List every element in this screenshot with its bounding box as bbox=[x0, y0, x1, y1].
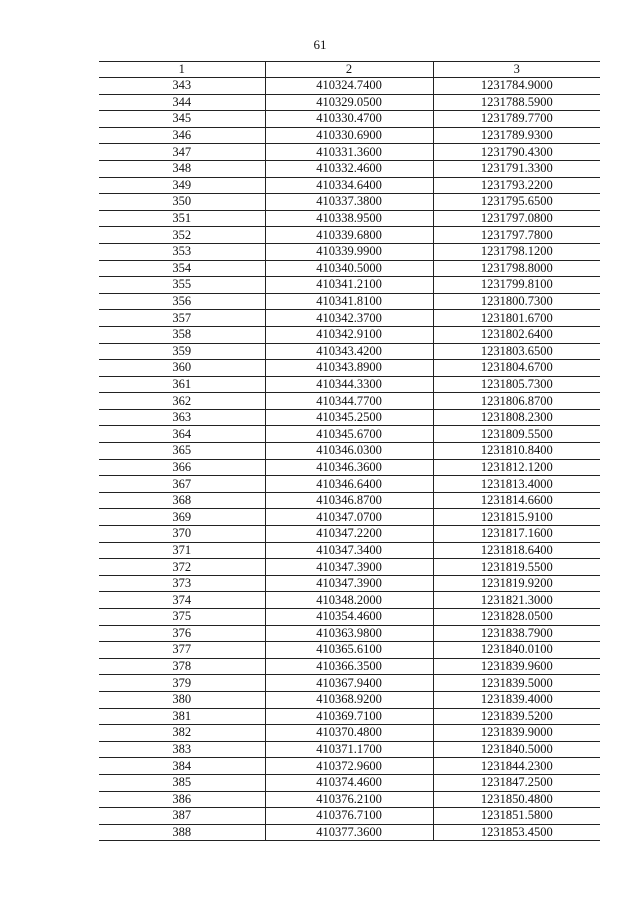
table-row bbox=[99, 592, 600, 609]
x-coordinate-cell: 410342.3700 bbox=[265, 310, 433, 327]
point-number-cell: 373 bbox=[99, 575, 265, 592]
point-number-cell: 355 bbox=[99, 277, 265, 294]
x-coordinate-cell: 410377.3600 bbox=[265, 824, 433, 841]
point-number-cell: 350 bbox=[99, 194, 265, 211]
table-row bbox=[99, 708, 600, 725]
y-coordinate-cell: 1231840.5000 bbox=[433, 741, 600, 758]
point-number-cell: 359 bbox=[99, 343, 265, 360]
y-coordinate-cell: 1231789.7700 bbox=[433, 111, 600, 128]
point-number-cell: 385 bbox=[99, 774, 265, 791]
table-row bbox=[99, 443, 600, 460]
y-coordinate-cell: 1231814.6600 bbox=[433, 492, 600, 509]
y-coordinate-cell: 1231803.6500 bbox=[433, 343, 600, 360]
point-number-cell: 371 bbox=[99, 542, 265, 559]
point-number-cell: 357 bbox=[99, 310, 265, 327]
y-coordinate-cell: 1231799.8100 bbox=[433, 277, 600, 294]
x-coordinate-cell: 410339.9900 bbox=[265, 243, 433, 260]
point-number-cell: 384 bbox=[99, 758, 265, 775]
x-coordinate-cell: 410344.7700 bbox=[265, 393, 433, 410]
x-coordinate-cell: 410347.3400 bbox=[265, 542, 433, 559]
y-coordinate-cell: 1231812.1200 bbox=[433, 459, 600, 476]
point-number-cell: 379 bbox=[99, 675, 265, 692]
table-row bbox=[99, 459, 600, 476]
y-coordinate-cell: 1231798.8000 bbox=[433, 260, 600, 277]
table-row bbox=[99, 393, 600, 410]
x-coordinate-cell: 410338.9500 bbox=[265, 210, 433, 227]
table-body bbox=[99, 78, 600, 841]
y-coordinate-cell: 1231850.4800 bbox=[433, 791, 600, 808]
point-number-cell: 374 bbox=[99, 592, 265, 609]
point-number-cell: 347 bbox=[99, 144, 265, 161]
x-coordinate-cell: 410337.3800 bbox=[265, 194, 433, 211]
table-row bbox=[99, 824, 600, 841]
point-number-cell: 387 bbox=[99, 808, 265, 825]
x-coordinate-cell: 410347.3900 bbox=[265, 559, 433, 576]
point-number-cell: 358 bbox=[99, 326, 265, 343]
y-coordinate-cell: 1231839.9000 bbox=[433, 725, 600, 742]
point-number-cell: 360 bbox=[99, 360, 265, 377]
y-coordinate-cell: 1231853.4500 bbox=[433, 824, 600, 841]
table-row bbox=[99, 559, 600, 576]
point-number-cell: 346 bbox=[99, 127, 265, 144]
table-row bbox=[99, 609, 600, 626]
y-coordinate-cell: 1231817.1600 bbox=[433, 526, 600, 543]
y-coordinate-cell: 1231791.3300 bbox=[433, 160, 600, 177]
table-row bbox=[99, 774, 600, 791]
y-coordinate-cell: 1231838.7900 bbox=[433, 625, 600, 642]
y-coordinate-cell: 1231804.6700 bbox=[433, 360, 600, 377]
x-coordinate-cell: 410371.1700 bbox=[265, 741, 433, 758]
point-number-cell: 382 bbox=[99, 725, 265, 742]
x-coordinate-cell: 410376.2100 bbox=[265, 791, 433, 808]
table-row bbox=[99, 94, 600, 111]
table-row bbox=[99, 542, 600, 559]
x-coordinate-cell: 410334.6400 bbox=[265, 177, 433, 194]
table-row bbox=[99, 741, 600, 758]
point-number-cell: 369 bbox=[99, 509, 265, 526]
y-coordinate-cell: 1231790.4300 bbox=[433, 144, 600, 161]
column-header-2: 2 bbox=[265, 62, 433, 78]
x-coordinate-cell: 410347.3900 bbox=[265, 575, 433, 592]
table-row bbox=[99, 360, 600, 377]
table-row bbox=[99, 277, 600, 294]
table-row bbox=[99, 725, 600, 742]
x-coordinate-cell: 410343.4200 bbox=[265, 343, 433, 360]
table-row bbox=[99, 194, 600, 211]
y-coordinate-cell: 1231798.1200 bbox=[433, 243, 600, 260]
point-number-cell: 378 bbox=[99, 658, 265, 675]
table-row bbox=[99, 260, 600, 277]
point-number-cell: 388 bbox=[99, 824, 265, 841]
x-coordinate-cell: 410345.2500 bbox=[265, 409, 433, 426]
y-coordinate-cell: 1231828.0500 bbox=[433, 609, 600, 626]
x-coordinate-cell: 410324.7400 bbox=[265, 78, 433, 95]
point-number-cell: 343 bbox=[99, 78, 265, 95]
x-coordinate-cell: 410369.7100 bbox=[265, 708, 433, 725]
point-number-cell: 348 bbox=[99, 160, 265, 177]
table-row bbox=[99, 492, 600, 509]
y-coordinate-cell: 1231819.9200 bbox=[433, 575, 600, 592]
point-number-cell: 376 bbox=[99, 625, 265, 642]
table-row bbox=[99, 293, 600, 310]
y-coordinate-cell: 1231844.2300 bbox=[433, 758, 600, 775]
x-coordinate-cell: 410346.0300 bbox=[265, 443, 433, 460]
x-coordinate-cell: 410329.0500 bbox=[265, 94, 433, 111]
point-number-cell: 351 bbox=[99, 210, 265, 227]
y-coordinate-cell: 1231821.3000 bbox=[433, 592, 600, 609]
x-coordinate-cell: 410347.2200 bbox=[265, 526, 433, 543]
y-coordinate-cell: 1231797.7800 bbox=[433, 227, 600, 244]
x-coordinate-cell: 410342.9100 bbox=[265, 326, 433, 343]
page-number: 61 bbox=[313, 37, 327, 52]
point-number-cell: 366 bbox=[99, 459, 265, 476]
y-coordinate-cell: 1231789.9300 bbox=[433, 127, 600, 144]
table-row bbox=[99, 625, 600, 642]
y-coordinate-cell: 1231839.9600 bbox=[433, 658, 600, 675]
x-coordinate-cell: 410332.4600 bbox=[265, 160, 433, 177]
table-row bbox=[99, 642, 600, 659]
table-row bbox=[99, 476, 600, 493]
point-number-cell: 380 bbox=[99, 691, 265, 708]
table-row bbox=[99, 210, 600, 227]
y-coordinate-cell: 1231805.7300 bbox=[433, 376, 600, 393]
x-coordinate-cell: 410340.5000 bbox=[265, 260, 433, 277]
x-coordinate-cell: 410341.2100 bbox=[265, 277, 433, 294]
x-coordinate-cell: 410348.2000 bbox=[265, 592, 433, 609]
column-header-1: 1 bbox=[99, 62, 265, 78]
y-coordinate-cell: 1231784.9000 bbox=[433, 78, 600, 95]
table-row bbox=[99, 675, 600, 692]
table-row bbox=[99, 310, 600, 327]
table-row bbox=[99, 808, 600, 825]
point-number-cell: 365 bbox=[99, 443, 265, 460]
y-coordinate-cell: 1231809.5500 bbox=[433, 426, 600, 443]
point-number-cell: 354 bbox=[99, 260, 265, 277]
y-coordinate-cell: 1231813.4000 bbox=[433, 476, 600, 493]
y-coordinate-cell: 1231797.0800 bbox=[433, 210, 600, 227]
x-coordinate-cell: 410367.9400 bbox=[265, 675, 433, 692]
table-row bbox=[99, 78, 600, 95]
y-coordinate-cell: 1231788.5900 bbox=[433, 94, 600, 111]
y-coordinate-cell: 1231801.6700 bbox=[433, 310, 600, 327]
table-row bbox=[99, 326, 600, 343]
x-coordinate-cell: 410376.7100 bbox=[265, 808, 433, 825]
y-coordinate-cell: 1231851.5800 bbox=[433, 808, 600, 825]
point-number-cell: 375 bbox=[99, 609, 265, 626]
x-coordinate-cell: 410331.3600 bbox=[265, 144, 433, 161]
point-number-cell: 386 bbox=[99, 791, 265, 808]
table-row bbox=[99, 409, 600, 426]
table-row bbox=[99, 791, 600, 808]
header-row bbox=[99, 62, 600, 78]
y-coordinate-cell: 1231795.6500 bbox=[433, 194, 600, 211]
point-number-cell: 352 bbox=[99, 227, 265, 244]
x-coordinate-cell: 410370.4800 bbox=[265, 725, 433, 742]
x-coordinate-cell: 410365.6100 bbox=[265, 642, 433, 659]
point-number-cell: 353 bbox=[99, 243, 265, 260]
table-row bbox=[99, 243, 600, 260]
x-coordinate-cell: 410330.4700 bbox=[265, 111, 433, 128]
table-row bbox=[99, 575, 600, 592]
x-coordinate-cell: 410347.0700 bbox=[265, 509, 433, 526]
point-number-cell: 372 bbox=[99, 559, 265, 576]
x-coordinate-cell: 410330.6900 bbox=[265, 127, 433, 144]
table-header bbox=[99, 62, 600, 78]
x-coordinate-cell: 410374.4600 bbox=[265, 774, 433, 791]
y-coordinate-cell: 1231819.5500 bbox=[433, 559, 600, 576]
table-row bbox=[99, 111, 600, 128]
point-number-cell: 381 bbox=[99, 708, 265, 725]
point-number-cell: 370 bbox=[99, 526, 265, 543]
table-row bbox=[99, 127, 600, 144]
point-number-cell: 349 bbox=[99, 177, 265, 194]
y-coordinate-cell: 1231818.6400 bbox=[433, 542, 600, 559]
point-number-cell: 362 bbox=[99, 393, 265, 410]
point-number-cell: 368 bbox=[99, 492, 265, 509]
y-coordinate-cell: 1231815.9100 bbox=[433, 509, 600, 526]
x-coordinate-cell: 410354.4600 bbox=[265, 609, 433, 626]
y-coordinate-cell: 1231800.7300 bbox=[433, 293, 600, 310]
point-number-cell: 383 bbox=[99, 741, 265, 758]
point-number-cell: 356 bbox=[99, 293, 265, 310]
point-number-cell: 377 bbox=[99, 642, 265, 659]
x-coordinate-cell: 410344.3300 bbox=[265, 376, 433, 393]
x-coordinate-cell: 410363.9800 bbox=[265, 625, 433, 642]
point-number-cell: 363 bbox=[99, 409, 265, 426]
table-row bbox=[99, 160, 600, 177]
x-coordinate-cell: 410339.6800 bbox=[265, 227, 433, 244]
table-row bbox=[99, 526, 600, 543]
y-coordinate-cell: 1231839.5200 bbox=[433, 708, 600, 725]
y-coordinate-cell: 1231810.8400 bbox=[433, 443, 600, 460]
y-coordinate-cell: 1231793.2200 bbox=[433, 177, 600, 194]
y-coordinate-cell: 1231839.5000 bbox=[433, 675, 600, 692]
y-coordinate-cell: 1231802.6400 bbox=[433, 326, 600, 343]
table-row bbox=[99, 691, 600, 708]
x-coordinate-cell: 410345.6700 bbox=[265, 426, 433, 443]
x-coordinate-cell: 410346.3600 bbox=[265, 459, 433, 476]
table-row bbox=[99, 658, 600, 675]
table-row bbox=[99, 376, 600, 393]
x-coordinate-cell: 410343.8900 bbox=[265, 360, 433, 377]
y-coordinate-cell: 1231808.2300 bbox=[433, 409, 600, 426]
y-coordinate-cell: 1231840.0100 bbox=[433, 642, 600, 659]
table-row bbox=[99, 758, 600, 775]
x-coordinate-cell: 410346.6400 bbox=[265, 476, 433, 493]
table-row bbox=[99, 509, 600, 526]
x-coordinate-cell: 410366.3500 bbox=[265, 658, 433, 675]
point-number-cell: 361 bbox=[99, 376, 265, 393]
x-coordinate-cell: 410372.9600 bbox=[265, 758, 433, 775]
x-coordinate-cell: 410341.8100 bbox=[265, 293, 433, 310]
point-number-cell: 364 bbox=[99, 426, 265, 443]
x-coordinate-cell: 410368.9200 bbox=[265, 691, 433, 708]
x-coordinate-cell: 410346.8700 bbox=[265, 492, 433, 509]
table-row bbox=[99, 426, 600, 443]
column-header-3: 3 bbox=[433, 62, 600, 78]
point-number-cell: 344 bbox=[99, 94, 265, 111]
y-coordinate-cell: 1231806.8700 bbox=[433, 393, 600, 410]
point-number-cell: 345 bbox=[99, 111, 265, 128]
y-coordinate-cell: 1231839.4000 bbox=[433, 691, 600, 708]
y-coordinate-cell: 1231847.2500 bbox=[433, 774, 600, 791]
table-row bbox=[99, 343, 600, 360]
table-row bbox=[99, 227, 600, 244]
table-row bbox=[99, 177, 600, 194]
coordinates-table bbox=[99, 61, 600, 841]
table-row bbox=[99, 144, 600, 161]
point-number-cell: 367 bbox=[99, 476, 265, 493]
